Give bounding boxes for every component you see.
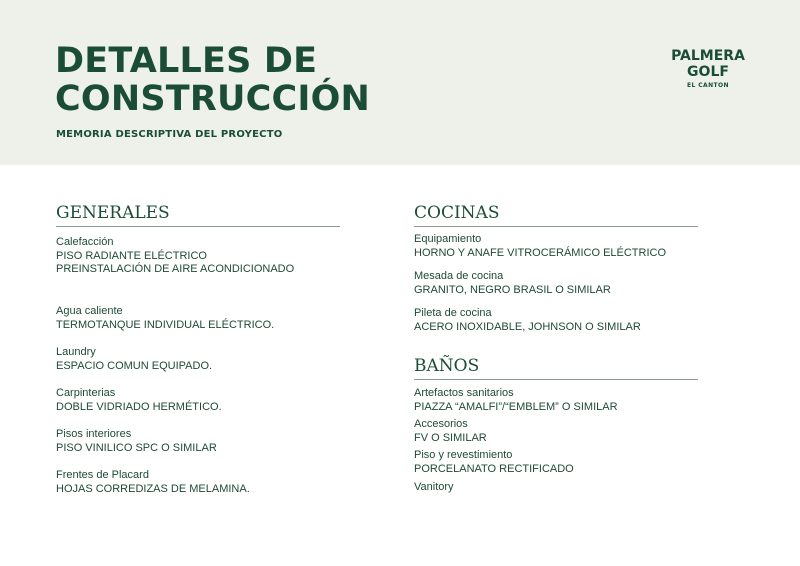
spec-label: Agua caliente <box>56 305 123 317</box>
page-title-line-2: CONSTRUCCIÓN <box>55 79 371 119</box>
spec-item <box>56 236 294 277</box>
spec-item <box>414 387 618 414</box>
spec-item <box>56 387 222 414</box>
spec-value: HOJAS CORREDIZAS DE MELAMINA. <box>56 482 250 495</box>
spec-label: Pisos interiores <box>56 428 132 440</box>
spec-value: PISO RADIANTE ELÉCTRICO <box>56 249 207 262</box>
logo-line-1: PALMERA <box>671 48 745 64</box>
spec-label: Vanitory <box>414 481 454 493</box>
spec-label: Calefacción <box>56 236 114 248</box>
section-title-generales: GENERALES <box>56 203 340 227</box>
logo-line-3: EL CANTON <box>687 82 729 89</box>
spec-value: ACERO INOXIDABLE, JOHNSON O SIMILAR <box>414 320 641 333</box>
spec-label: Frentes de Placard <box>56 469 149 481</box>
spec-label: Laundry <box>56 346 96 358</box>
spec-label: Mesada de cocina <box>414 270 504 282</box>
spec-value: PIAZZA “AMALFI”/“EMBLEM” O SIMILAR <box>414 400 618 413</box>
spec-item <box>56 428 217 455</box>
spec-value: FV O SIMILAR <box>414 431 487 444</box>
brand-logo <box>660 48 756 91</box>
spec-value: PISO VINILICO SPC O SIMILAR <box>56 441 217 454</box>
header-band <box>0 0 800 165</box>
page-title <box>55 42 370 118</box>
spec-label: Equipamiento <box>414 233 482 245</box>
spec-value: DOBLE VIDRIADO HERMÉTICO. <box>56 400 222 413</box>
spec-item <box>414 270 611 297</box>
section-title-cocinas: COCINAS <box>414 203 698 227</box>
spec-item <box>414 233 666 260</box>
logo-line-2: GOLF <box>687 64 729 80</box>
spec-value: GRANITO, NEGRO BRASIL O SIMILAR <box>414 283 611 296</box>
spec-value: PREINSTALACIÓN DE AIRE ACONDICIONADO <box>56 263 295 275</box>
spec-value: ESPACIO COMUN EQUIPADO. <box>56 359 213 372</box>
page-subtitle: MEMORIA DESCRIPTIVA DEL PROYECTO <box>56 129 283 140</box>
spec-item <box>414 449 574 476</box>
spec-item <box>414 481 454 495</box>
spec-value: PORCELANATO RECTIFICADO <box>414 462 574 475</box>
spec-label: Accesorios <box>414 418 468 430</box>
spec-item <box>414 418 487 445</box>
spec-label: Piso y revestimiento <box>414 449 513 461</box>
spec-item <box>56 346 212 373</box>
spec-value: HORNO Y ANAFE VITROCERÁMICO ELÉCTRICO <box>414 246 667 259</box>
spec-label: Carpinterias <box>56 387 116 399</box>
spec-item <box>414 307 641 334</box>
spec-item <box>56 469 250 496</box>
section-title-banos: BAÑOS <box>414 356 698 380</box>
spec-value: TERMOTANQUE INDIVIDUAL ELÉCTRICO. <box>56 318 275 331</box>
spec-item <box>56 305 274 332</box>
spec-label: Pileta de cocina <box>414 307 492 319</box>
spec-label: Artefactos sanitarios <box>414 387 514 399</box>
page-title-line-1: DETALLES DE <box>55 41 318 81</box>
